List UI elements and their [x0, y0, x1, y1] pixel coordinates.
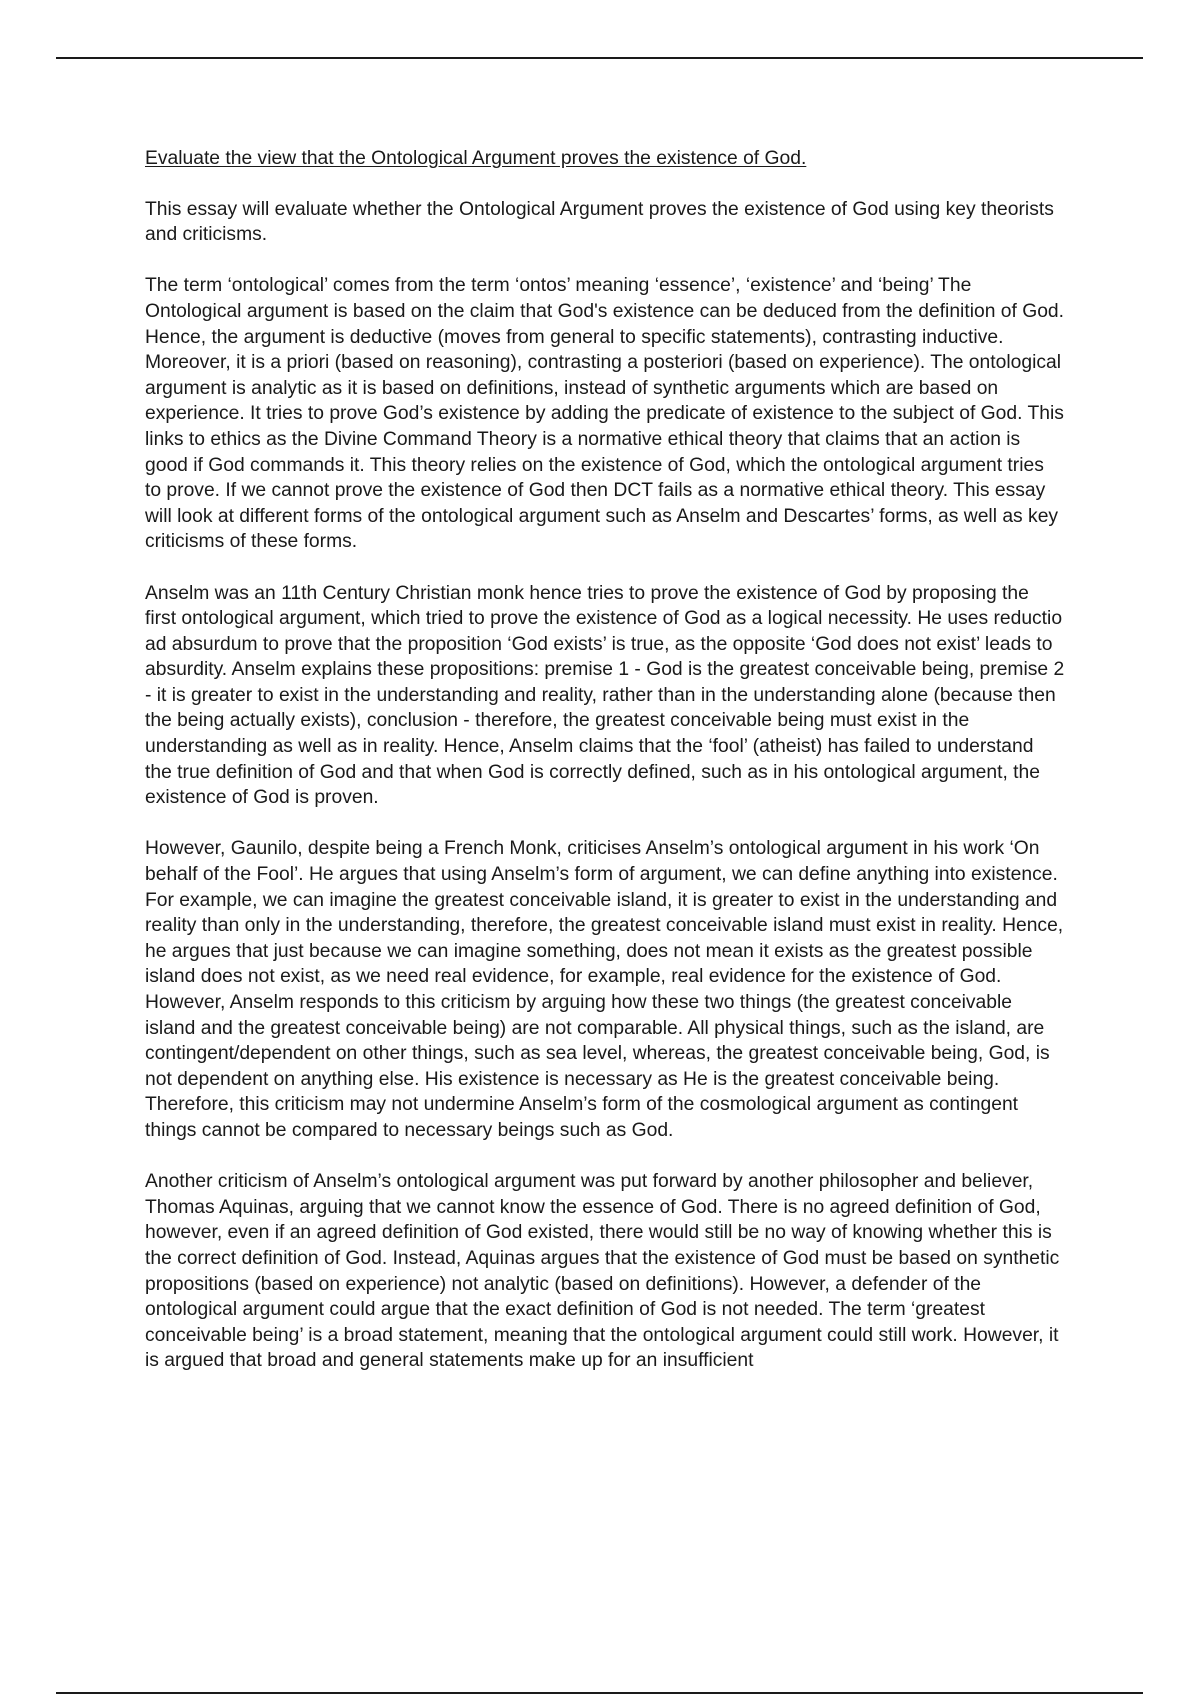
document-body	[145, 146, 1065, 1374]
paragraph-definition: The term ‘ontological’ comes from the term ‘ontos’ meaning ‘essence’, ‘existence’ and ‘being’ The Ontological argument is based on the claim that God's existence can be deduced from the definition of God. Hence, the argument is deductive (moves from general to specific statements), contrasting inductive. Moreover, it is a priori (based on reasoning), contrasting a posteriori (based on experience). The ontological argument is analytic as it is based on definitions, instead of synthetic arguments which are based on experience. It tries to prove God’s existence by adding the predicate of existence to the subject of God. This links to ethics as the Divine Command Theory is a normative ethical theory that claims that an action is good if God commands it. This theory relies on the existence of God, which the ontological argument tries to prove. If we cannot prove the existence of God then DCT fails as a normative ethical theory. This essay will look at different forms of the ontological argument such as Anselm and Descartes’ forms, as well as key criticisms of these forms.	[145, 275, 1065, 553]
essay-title: Evaluate the view that the Ontological Argument proves the existence of God.	[145, 148, 807, 169]
footer-rule	[56, 1692, 1143, 1694]
paragraph-anselm: Anselm was an 11th Century Christian monk hence tries to prove the existence of God by proposing the first ontological argument, which tried to prove the existence of God as a logical necessity. He uses reductio ad absurdum to prove that the proposition ‘God exists’ is true, as the opposite ‘God does not exist’ leads to absurdity. Anselm explains these propositions: premise 1 - God is the greatest conceivable being, premise 2 - it is greater to exist in the understanding and reality, rather than in the understanding alone (because then the being actually exists), conclusion - therefore, the greatest conceivable being must exist in the understanding as well as in reality. Hence, Anselm claims that the ‘fool’ (atheist) has failed to understand the true definition of God and that when God is correctly defined, such as in his ontological argument, the existence of God is proven.	[145, 582, 1065, 809]
paragraph-aquinas: Another criticism of Anselm’s ontological argument was put forward by another philosopher and believer, Thomas Aquinas, arguing that we cannot know the essence of God. There is no agreed definition of God, however, even if an agreed definition of God existed, there would still be no way of knowing whether this is the correct definition of God. Instead, Aquinas argues that the existence of God must be based on synthetic propositions (based on experience) not analytic (based on definitions). However, a defender of the ontological argument could argue that the exact definition of God is not needed. The term ‘greatest conceivable being’ is a broad statement, meaning that the ontological argument could still work. However, it is argued that broad and general statements make up for an insufficient	[145, 1171, 1060, 1372]
paragraph-gaunilo: However, Gaunilo, despite being a French Monk, criticises Anselm’s ontological argument in his work ‘On behalf of the Fool’. He argues that using Anselm’s form of argument, we can define anything into existence. For example, we can imagine the greatest conceivable island, it is greater to exist in the understanding and reality than only in the understanding, therefore, the greatest conceivable island must exist in reality. Hence, he argues that just because we can imagine something, does not mean it exists as the greatest possible island does not exist, as we need real evidence, for example, real evidence for the existence of God. However, Anselm responds to this criticism by arguing how these two things (the greatest conceivable island and the greatest conceivable being) are not comparable. All physical things, such as the island, are contingent/dependent on other things, such as sea level, whereas, the greatest conceivable being, God, is not dependent on anything else. His existence is necessary as He is the greatest conceivable being. Therefore, this criticism may not undermine Anselm’s form of the cosmological argument as contingent things cannot be compared to necessary beings such as God.	[145, 838, 1064, 1141]
header-rule	[56, 57, 1143, 59]
paragraph-intro: This essay will evaluate whether the Ontological Argument proves the existence of God using key theorists and criticisms.	[145, 198, 1054, 246]
